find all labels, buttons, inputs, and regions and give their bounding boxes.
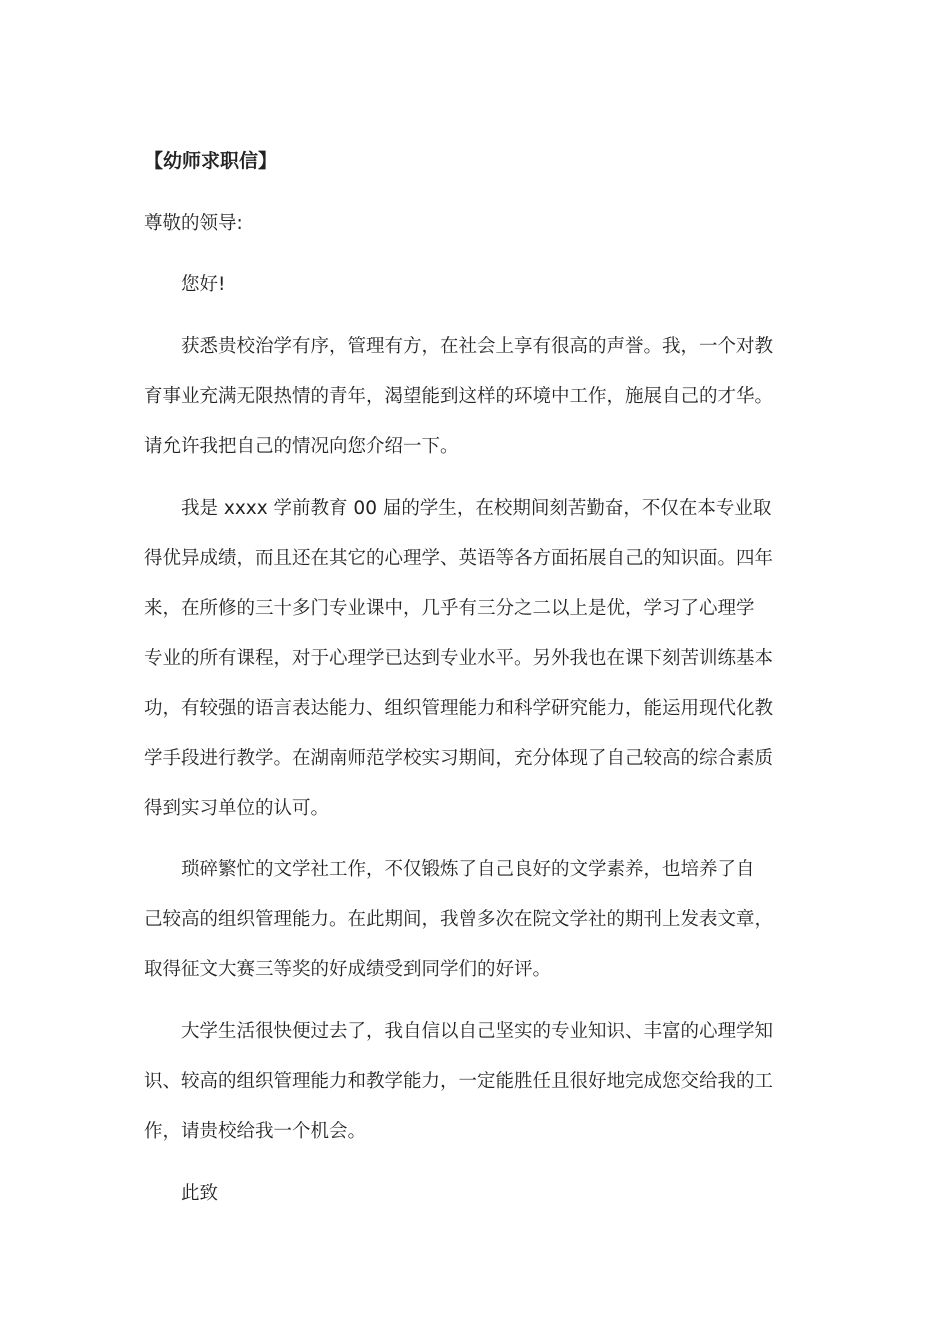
- paragraph-4-line-1: 大学生活很快便过去了，我自信以自己坚实的专业知识、丰富的心理学知: [181, 1021, 774, 1042]
- paragraph-3-line-2: 己较高的组织管理能力。在此期间，我曾多次在院文学社的期刊上发表文章，: [144, 909, 774, 930]
- paragraph-1-line-1: 获悉贵校治学有序，管理有方，在社会上享有很高的声誉。我，一个对教: [181, 336, 774, 357]
- letter-title: 【幼师求职信】: [144, 150, 278, 172]
- paragraph-4-line-2: 识、较高的组织管理能力和教学能力，一定能胜任且很好地完成您交给我的工: [144, 1071, 774, 1092]
- paragraph-3-line-1: 琐碎繁忙的文学社工作，不仅锻炼了自己良好的文学素养，也培养了自: [181, 859, 755, 880]
- paragraph-2-line-1: 我是 xxxx 学前教育 00 届的学生，在校期间刻苦勤奋，不仅在本专业取: [181, 498, 772, 519]
- paragraph-2-line-6: 学手段进行教学。在湖南师范学校实习期间，充分体现了自己较高的综合素质: [144, 748, 774, 769]
- paragraph-4-line-3: 作，请贵校给我一个机会。: [144, 1121, 367, 1142]
- paragraph-1-line-3: 请允许我把自己的情况向您介绍一下。: [144, 436, 459, 457]
- paragraph-2-line-7: 得到实习单位的认可。: [144, 798, 330, 819]
- closing: 此致: [181, 1183, 219, 1204]
- paragraph-2-line-5: 功，有较强的语言表达能力、组织管理能力和科学研究能力，能运用现代化教: [144, 698, 774, 719]
- paragraph-2-line-4: 专业的所有课程，对于心理学已达到专业水平。另外我也在课下刻苦训练基本: [144, 648, 774, 669]
- salutation: 尊敬的领导:: [144, 213, 243, 234]
- paragraph-3-line-3: 取得征文大赛三等奖的好成绩受到同学们的好评。: [144, 959, 552, 980]
- greeting: 您好!: [181, 274, 226, 295]
- paragraph-2-line-2: 得优异成绩，而且还在其它的心理学、英语等各方面拓展自己的知识面。四年: [144, 548, 774, 569]
- paragraph-1-line-2: 育事业充满无限热情的青年，渴望能到这样的环境中工作，施展自己的才华。: [144, 386, 774, 407]
- paragraph-2-line-3: 来，在所修的三十多门专业课中，几乎有三分之二以上是优，学习了心理学: [144, 598, 755, 619]
